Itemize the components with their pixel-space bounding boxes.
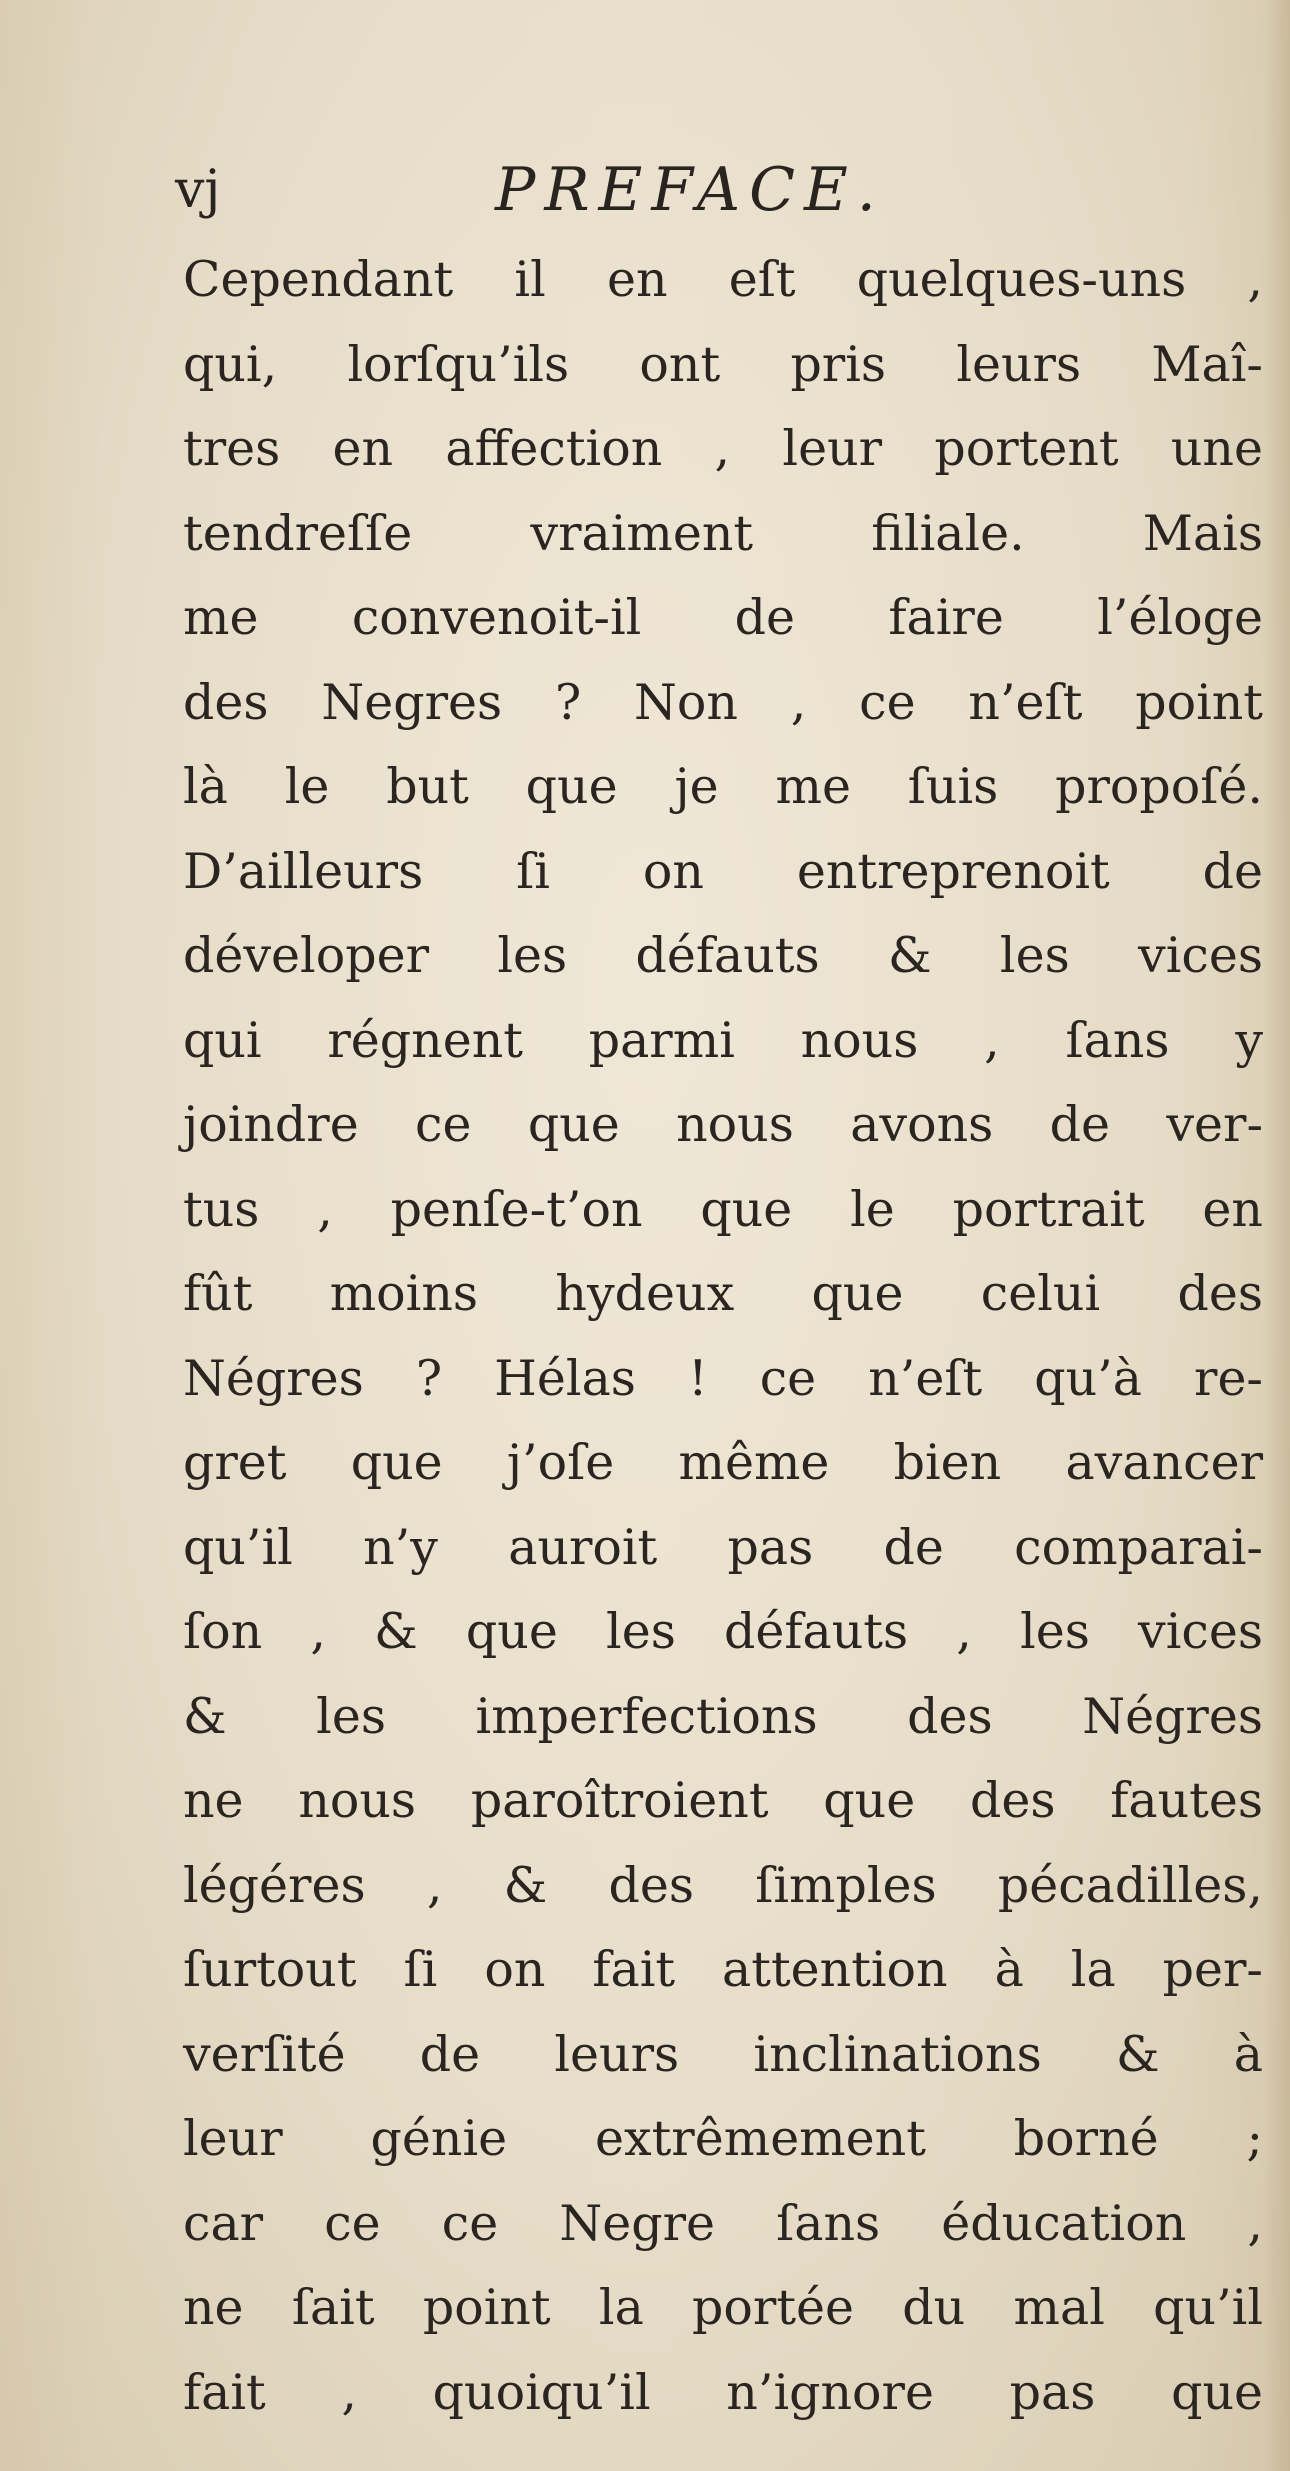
text-line: légéres , & des ſimples pécadilles,	[183, 1856, 1263, 1914]
page-edge-shadow	[1264, 0, 1290, 2471]
page-header	[175, 150, 1175, 230]
text-line: & les imperfections des Négres	[183, 1687, 1263, 1745]
text-line: qui, lorſqu’ils ont pris leurs Maî-	[183, 335, 1263, 393]
text-line: me convenoit-il de faire l’éloge	[183, 589, 1263, 646]
text-line: des Negres ? Non , ce n’eſt point	[183, 673, 1263, 731]
running-title: PREFACE.	[495, 155, 885, 225]
text-line: là le but que je me ſuis propoſé.	[183, 758, 1263, 815]
text-line: fût moins hydeux que celui des	[183, 1265, 1263, 1322]
text-line: verſité de leurs inclinations & à	[183, 2025, 1263, 2083]
text-line: joindre ce que nous avons de ver-	[183, 1096, 1263, 1153]
body-text	[183, 238, 1263, 2435]
text-line: Négres ? Hélas ! ce n’eſt qu’à re-	[183, 1349, 1263, 1407]
text-line: leur génie extrêmement borné ;	[183, 2110, 1263, 2167]
text-line: ſon , & que les défauts , les vices	[183, 1603, 1263, 1660]
text-line: D’ailleurs ſi on entreprenoit de	[183, 842, 1263, 900]
text-line: ne nous paroîtroient que des fautes	[183, 1772, 1263, 1829]
text-line: qui régnent parmi nous , ſans y	[183, 1011, 1263, 1069]
text-line: tres en affection , leur portent une	[183, 420, 1263, 477]
text-line: qu’il n’y auroit pas de comparai-	[183, 1518, 1263, 1576]
text-line: tendreſſe vraiment filiale. Mais	[183, 504, 1263, 562]
text-line: déveloper les défauts & les vices	[183, 927, 1263, 984]
text-line: ne ſait point la portée du mal qu’il	[183, 2279, 1263, 2336]
page-number: vj	[175, 160, 221, 220]
text-line: gret que j’oſe même bien avancer	[183, 1434, 1263, 1491]
text-line: Cependant il en eſt quelques-uns ,	[183, 251, 1263, 308]
text-line: car ce ce Negre ſans éducation ,	[183, 2194, 1263, 2252]
text-line: fait , quoiqu’il n’ignore pas que	[183, 2363, 1263, 2421]
text-line: ſurtout ſi on fait attention à la per-	[183, 1941, 1263, 1998]
text-line: tus , penſe-t’on que le portrait en	[183, 1180, 1263, 1238]
